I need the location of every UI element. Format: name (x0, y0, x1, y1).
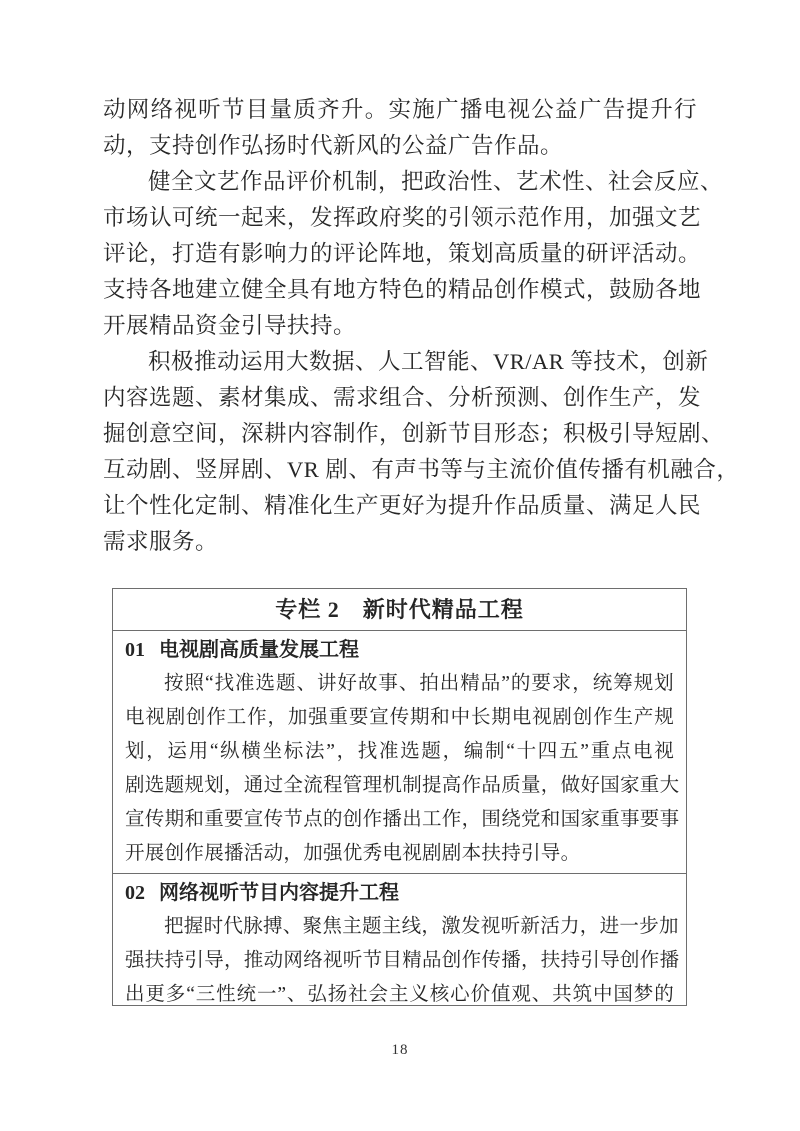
section-number: 01 (125, 639, 145, 661)
text-line: 动网络视听节目量质齐升。实施广播电视公益广告提升行 (103, 97, 697, 122)
text-line: 需求服务。 (103, 529, 219, 554)
panel-section-02 (113, 873, 686, 1014)
text-line: 开展精品资金引导扶持。 (103, 313, 357, 338)
page-number: 18 (391, 1042, 409, 1058)
text-line: 出更多“三性统一”、弘扬社会主义核心价值观、共筑中国梦的 (125, 984, 674, 1005)
section-number: 02 (125, 882, 145, 904)
text-line: 让个性化定制、精准化生产更好为提升作品质量、满足人民 (103, 493, 702, 518)
text-line: 积极推动运用大数据、人工智能、VR/AR 等技术，创新 (148, 349, 709, 374)
panel-section-01 (113, 631, 686, 873)
section-body (113, 910, 686, 1014)
paragraph-2 (103, 164, 724, 344)
section-body (113, 667, 686, 873)
text-line: 市场认可统一起来，发挥政府奖的引领示范作用，加强文艺 (103, 205, 702, 230)
text-line: 电视剧创作工作，加强重要宣传期和中长期电视剧创作生产规 (125, 707, 674, 728)
paragraph-3 (103, 344, 740, 560)
text-line: 掘创意空间，深耕内容制作，创新节目形态；积极引导短剧、 (103, 421, 725, 446)
section-title: 网络视听节目内容提升工程 (159, 882, 399, 904)
text-line: 健全文艺作品评价机制，把政治性、艺术性、社会反应、 (148, 169, 724, 194)
text-line: 强扶持引导，推动网络视听节目精品创作传播，扶持引导创作播 (125, 950, 680, 971)
paragraph-1 (103, 92, 697, 164)
text-line: 按照“找准选题、讲好故事、拍出精品”的要求，统筹规划 (164, 673, 674, 694)
panel-title: 专栏 2 新时代精品工程 (113, 589, 686, 631)
body-text (103, 92, 740, 560)
section-title: 电视剧高质量发展工程 (159, 639, 359, 661)
text-line: 互动剧、竖屏剧、VR 剧、有声书等与主流价值传播有机融合， (103, 457, 740, 482)
text-line: 划，运用“纵横坐标法”，找准选题，编制“十四五”重点电视 (125, 741, 674, 762)
section-heading (113, 874, 686, 910)
feature-box-column-2 (112, 588, 687, 1006)
text-line: 内容选题、素材集成、需求组合、分析预测、创作生产，发 (103, 385, 702, 410)
text-line: 开展创作展播活动，加强优秀电视剧剧本扶持引导。 (125, 843, 581, 864)
section-heading (113, 631, 686, 667)
text-line: 动，支持创作弘扬时代新风的公益广告作品。 (103, 133, 564, 158)
text-line: 评论，打造有影响力的评论阵地，策划高质量的研评活动。 (103, 241, 702, 266)
text-line: 剧选题规划，通过全流程管理机制提高作品质量，做好国家重大 (125, 775, 680, 796)
text-line: 把握时代脉搏、聚焦主题主线，激发视听新活力，进一步加 (164, 916, 679, 937)
text-line: 宣传期和重要宣传节点的创作播出工作，围绕党和国家重事要事 (125, 809, 680, 830)
text-line: 支持各地建立健全具有地方特色的精品创作模式，鼓励各地 (103, 277, 702, 302)
